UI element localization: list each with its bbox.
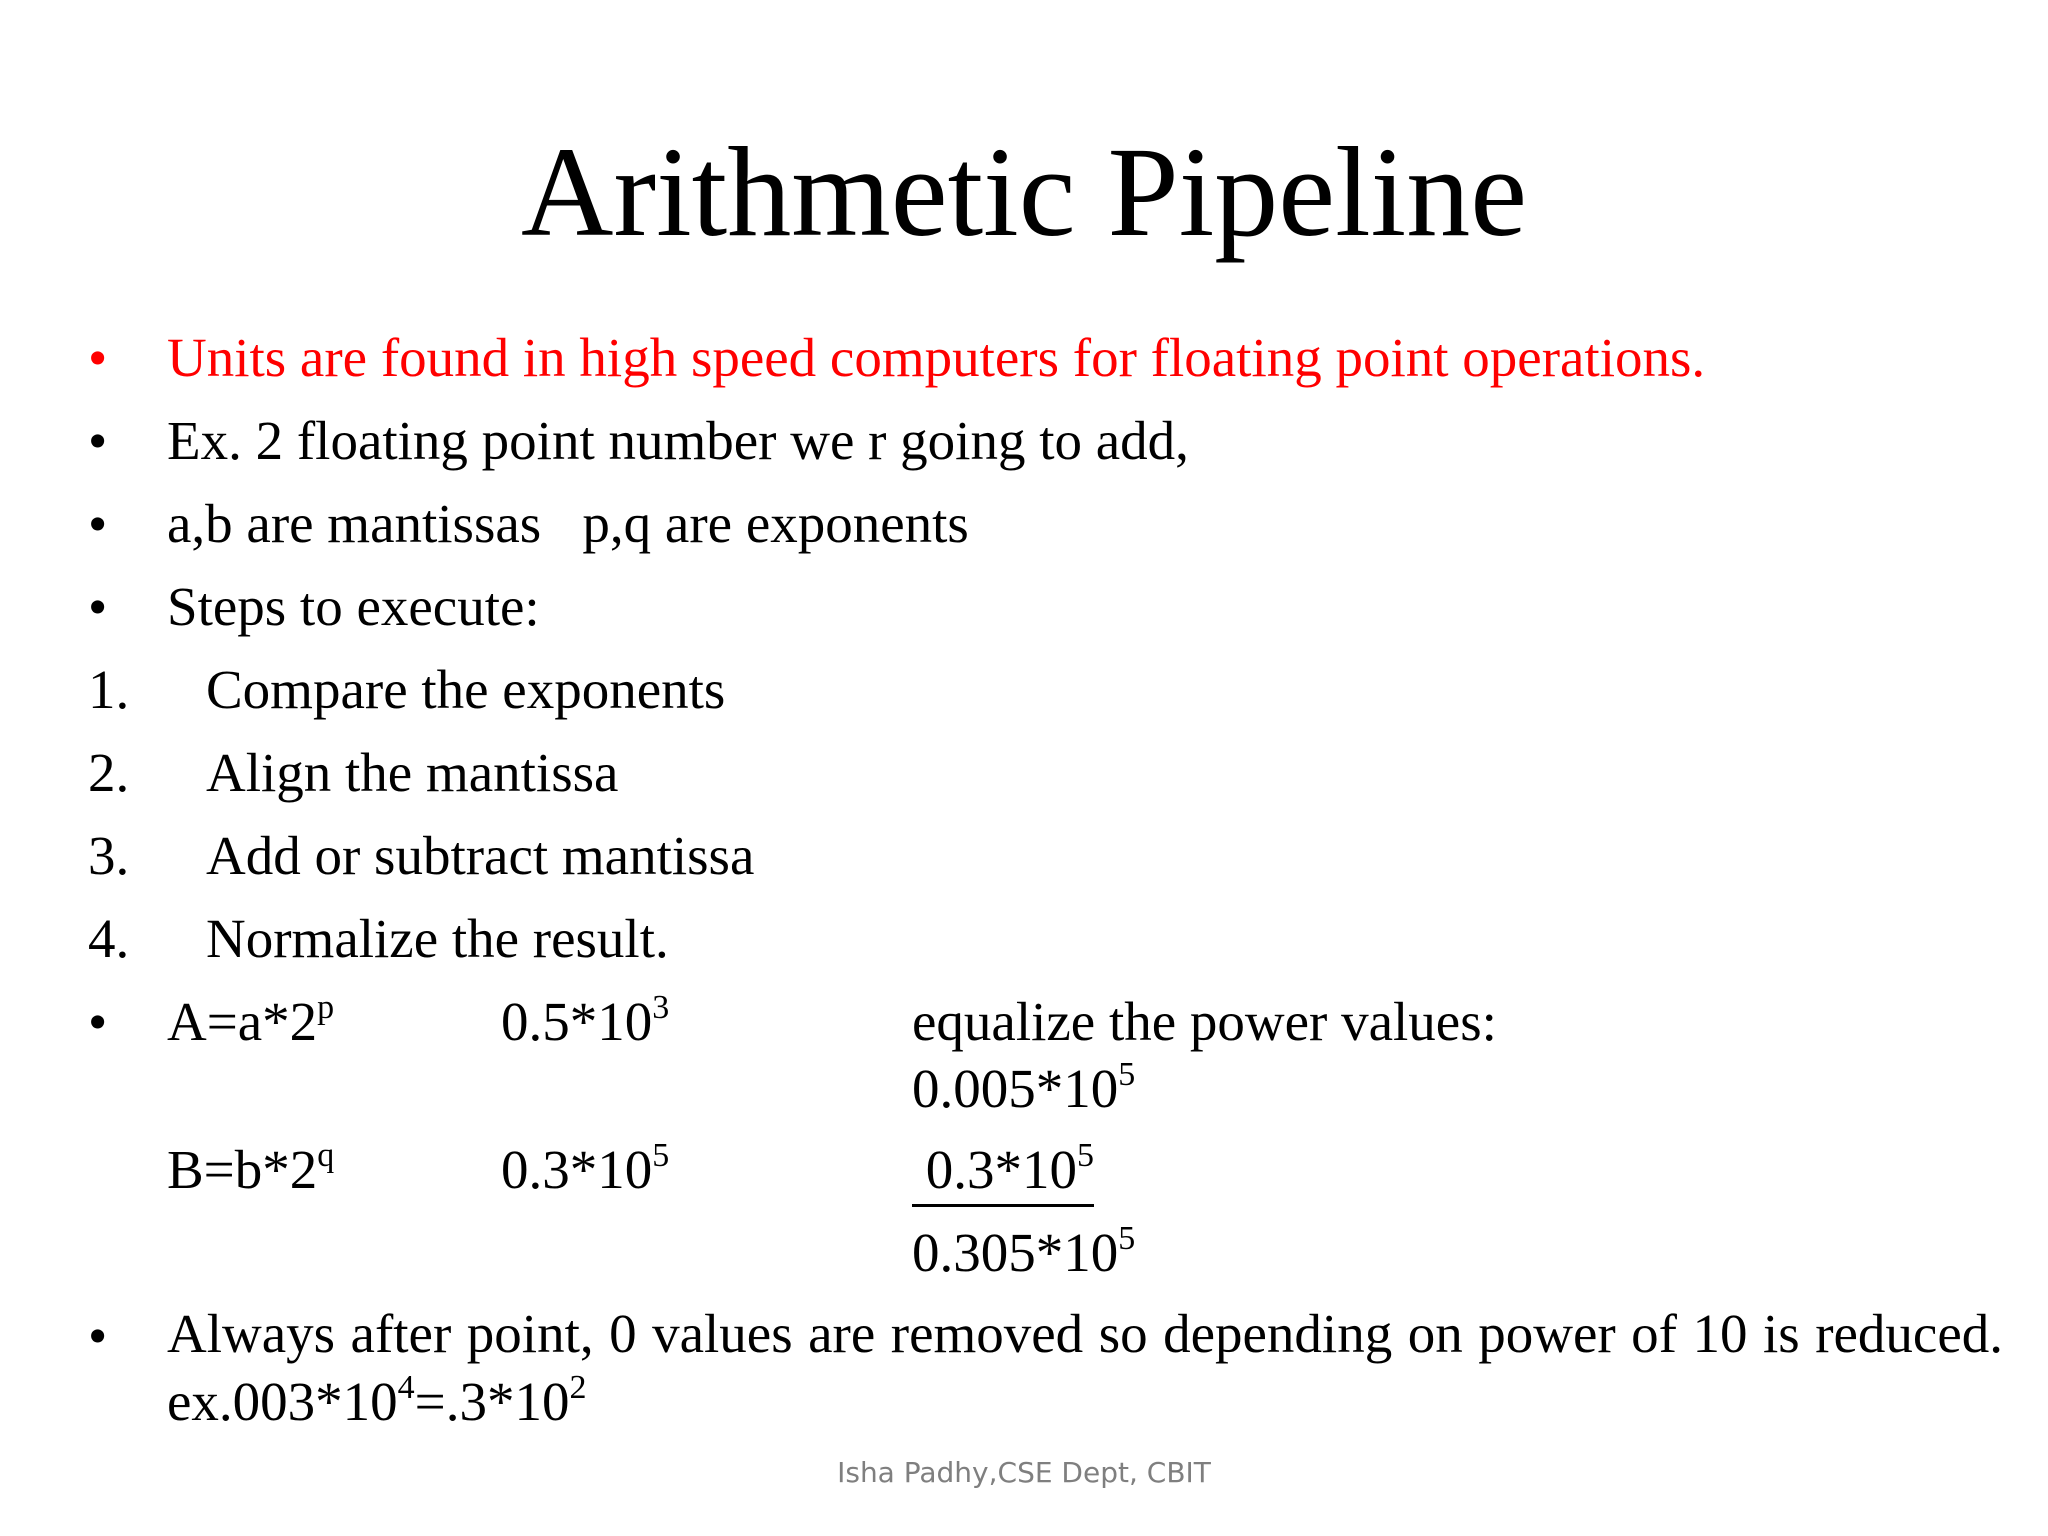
bullet-text-1: Units are found in high speed computers for floating point operations.: [167, 327, 1706, 388]
equalize-label: equalize the power values:: [912, 991, 1497, 1052]
step-number: 4.: [88, 908, 130, 969]
equalized-value-2-base: 0.3*10: [912, 1139, 1077, 1200]
value-a-exponent: 3: [652, 989, 670, 1026]
bullet-marker: •: [88, 327, 108, 388]
formula-b-base: B=b*2: [167, 1139, 318, 1200]
step-text: Compare the exponents: [206, 659, 726, 720]
step-number: 2.: [88, 742, 130, 803]
last-bullet-exponent-1: 4: [397, 1369, 415, 1406]
step-number: 1.: [88, 659, 130, 720]
bullet-text-2: Ex. 2 floating point number we r going to add,: [167, 410, 1189, 471]
sum-result-exponent: 5: [1118, 1220, 1136, 1257]
bullet-text-4: Steps to execute:: [167, 576, 540, 637]
slide-title: Arithmetic Pipeline: [521, 121, 1527, 263]
bullet-marker: •: [88, 1305, 108, 1366]
equalized-value-2-underlined: [912, 1139, 1094, 1207]
sum-result-base: 0.305*10: [912, 1222, 1119, 1283]
bullet-marker: •: [88, 991, 108, 1052]
formula-b: [167, 1137, 335, 1200]
formula-a: [167, 989, 335, 1052]
last-bullet-text: [167, 1300, 2003, 1436]
step-text: Add or subtract mantissa: [206, 825, 755, 886]
value-b-base: 0.3*10: [501, 1139, 653, 1200]
equalized-value-1-exponent: 5: [1118, 1056, 1136, 1093]
equalized-value-2: [912, 1137, 1094, 1200]
step-text: Align the mantissa: [206, 742, 619, 803]
bullet-marker: •: [88, 493, 108, 554]
equalized-value-2-exponent: 5: [1077, 1137, 1094, 1174]
value-b-exponent: 5: [652, 1137, 670, 1174]
last-bullet-middle: =.3*10: [414, 1371, 570, 1432]
equalized-value-1-base: 0.005*10: [912, 1058, 1119, 1119]
last-bullet-main: Always after point, 0 values are removed so depending on power of 10 is reduced. ex.003*10: [167, 1303, 2003, 1432]
formula-b-exponent: q: [317, 1137, 335, 1174]
value-a: [501, 989, 670, 1052]
sum-result: [912, 1220, 1136, 1283]
step-text: Normalize the result.: [206, 908, 669, 969]
equalized-value-1: [912, 1056, 1136, 1119]
last-bullet-exponent-2: 2: [569, 1369, 587, 1406]
slide-footer: Isha Padhy,CSE Dept, CBIT: [837, 1456, 1211, 1489]
value-a-base: 0.5*10: [501, 991, 653, 1052]
bullet-marker: •: [88, 576, 108, 637]
bullet-text-3: a,b are mantissas p,q are exponents: [167, 493, 969, 554]
formula-a-base: A=a*2: [167, 991, 318, 1052]
bullet-marker: •: [88, 410, 108, 471]
formula-a-exponent: p: [317, 989, 335, 1026]
step-number: 3.: [88, 825, 130, 886]
value-b: [501, 1137, 670, 1200]
